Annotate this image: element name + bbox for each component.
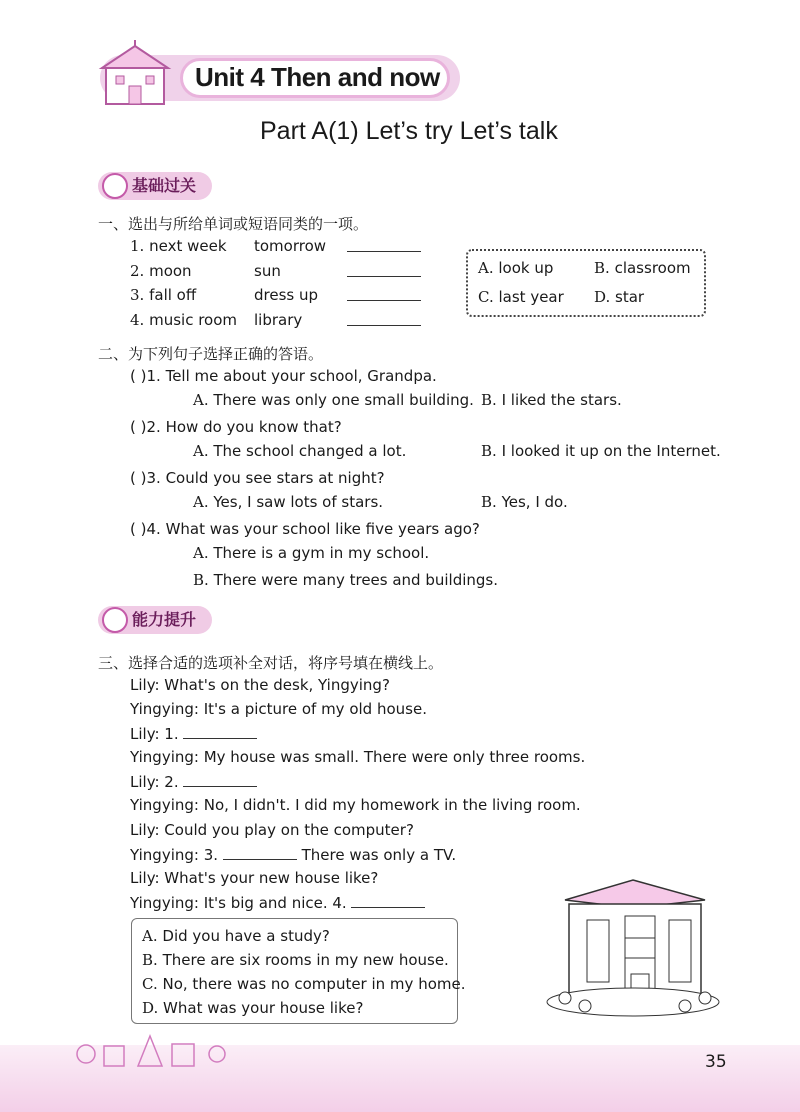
list-item: 4. music room [130, 311, 238, 329]
answer-blank[interactable] [183, 772, 257, 787]
dialogue-line: Lily: What's your new house like? [130, 869, 379, 887]
dialogue-line: Yingying: It's a picture of my old house. [130, 700, 427, 718]
dialogue-line: Lily: 2. [130, 772, 257, 791]
house-illustration-icon [545, 878, 720, 1020]
choice-d: D. star [594, 288, 645, 306]
list-item: 3. fall off [130, 286, 197, 304]
question-1: ( )1. Tell me about your school, Grandpa. [130, 367, 437, 385]
dialogue-line: Yingying: 3. There was only a TV. [130, 846, 457, 864]
list-item-word: library [254, 311, 303, 329]
cartoon-face-icon [102, 173, 128, 199]
answer-blank[interactable] [347, 311, 421, 330]
dialogue-line: Lily: Could you play on the computer? [130, 821, 414, 839]
answer-blank[interactable] [351, 893, 425, 908]
list-item-word: tomorrow [254, 237, 327, 255]
question-3-option-a: A. Yes, I saw lots of stars. [193, 493, 384, 511]
question-3: ( )3. Could you see stars at night? [130, 469, 385, 487]
answer-blank[interactable] [347, 286, 421, 305]
school-building-icon [96, 40, 176, 108]
dialogue-line: Lily: What's on the desk, Yingying? [130, 676, 390, 694]
question-2-option-b: B. I looked it up on the Internet. [481, 442, 721, 460]
cartoon-face-icon [102, 607, 128, 633]
unit-title: Unit 4 Then and now [195, 62, 440, 92]
footer-town-decoration-icon [72, 1030, 252, 1068]
option-b: B. There are six rooms in my new house. [142, 951, 449, 969]
answer-blank[interactable] [347, 262, 421, 281]
part-title: Part A(1) Let’s try Let’s talk [260, 117, 558, 145]
answer-blank[interactable] [347, 237, 421, 256]
option-c: C. No, there was no computer in my home. [142, 975, 466, 993]
question-2: ( )2. How do you know that? [130, 418, 342, 436]
answer-blank[interactable] [183, 724, 257, 739]
dialogue-line: Lily: 1. [130, 724, 257, 743]
exercise-2-title: 二、为下列句子选择正确的答语。 [98, 345, 324, 363]
answer-blank[interactable] [223, 845, 297, 860]
dialogue-line: Yingying: No, I didn't. I did my homework in the living room. [130, 796, 581, 814]
list-item: 1. next week [130, 237, 227, 255]
question-1-option-b: B. I liked the stars. [481, 391, 622, 409]
page-number: 35 [705, 1052, 727, 1072]
question-3-option-b: B. Yes, I do. [481, 493, 568, 511]
exercise-3-title: 三、选择合适的选项补全对话，将序号填在横线上。 [98, 654, 444, 672]
question-2-option-a: A. The school changed a lot. [193, 442, 407, 460]
list-item-word: dress up [254, 286, 319, 304]
question-4-option-b: B. There were many trees and buildings. [193, 571, 499, 589]
dialogue-line: Yingying: It's big and nice. 4. [130, 893, 425, 912]
option-a: A. Did you have a study? [142, 927, 330, 945]
question-1-option-a: A. There was only one small building. [193, 391, 474, 409]
choice-a: A. look up [478, 259, 554, 277]
choice-c: C. last year [478, 288, 564, 306]
question-4-option-a: A. There is a gym in my school. [193, 544, 430, 562]
section-badge-advanced: 能力提升 [98, 606, 212, 634]
list-item: 2. moon [130, 262, 192, 280]
section-badge-basic: 基础过关 [98, 172, 212, 200]
list-item-word: sun [254, 262, 281, 280]
option-d: D. What was your house like? [142, 999, 364, 1017]
question-4: ( )4. What was your school like five years ago? [130, 520, 480, 538]
dialogue-line: Yingying: My house was small. There were only three rooms. [130, 748, 586, 766]
exercise-1-title: 一、选出与所给单词或短语同类的一项。 [98, 215, 369, 233]
choice-b: B. classroom [594, 259, 691, 277]
